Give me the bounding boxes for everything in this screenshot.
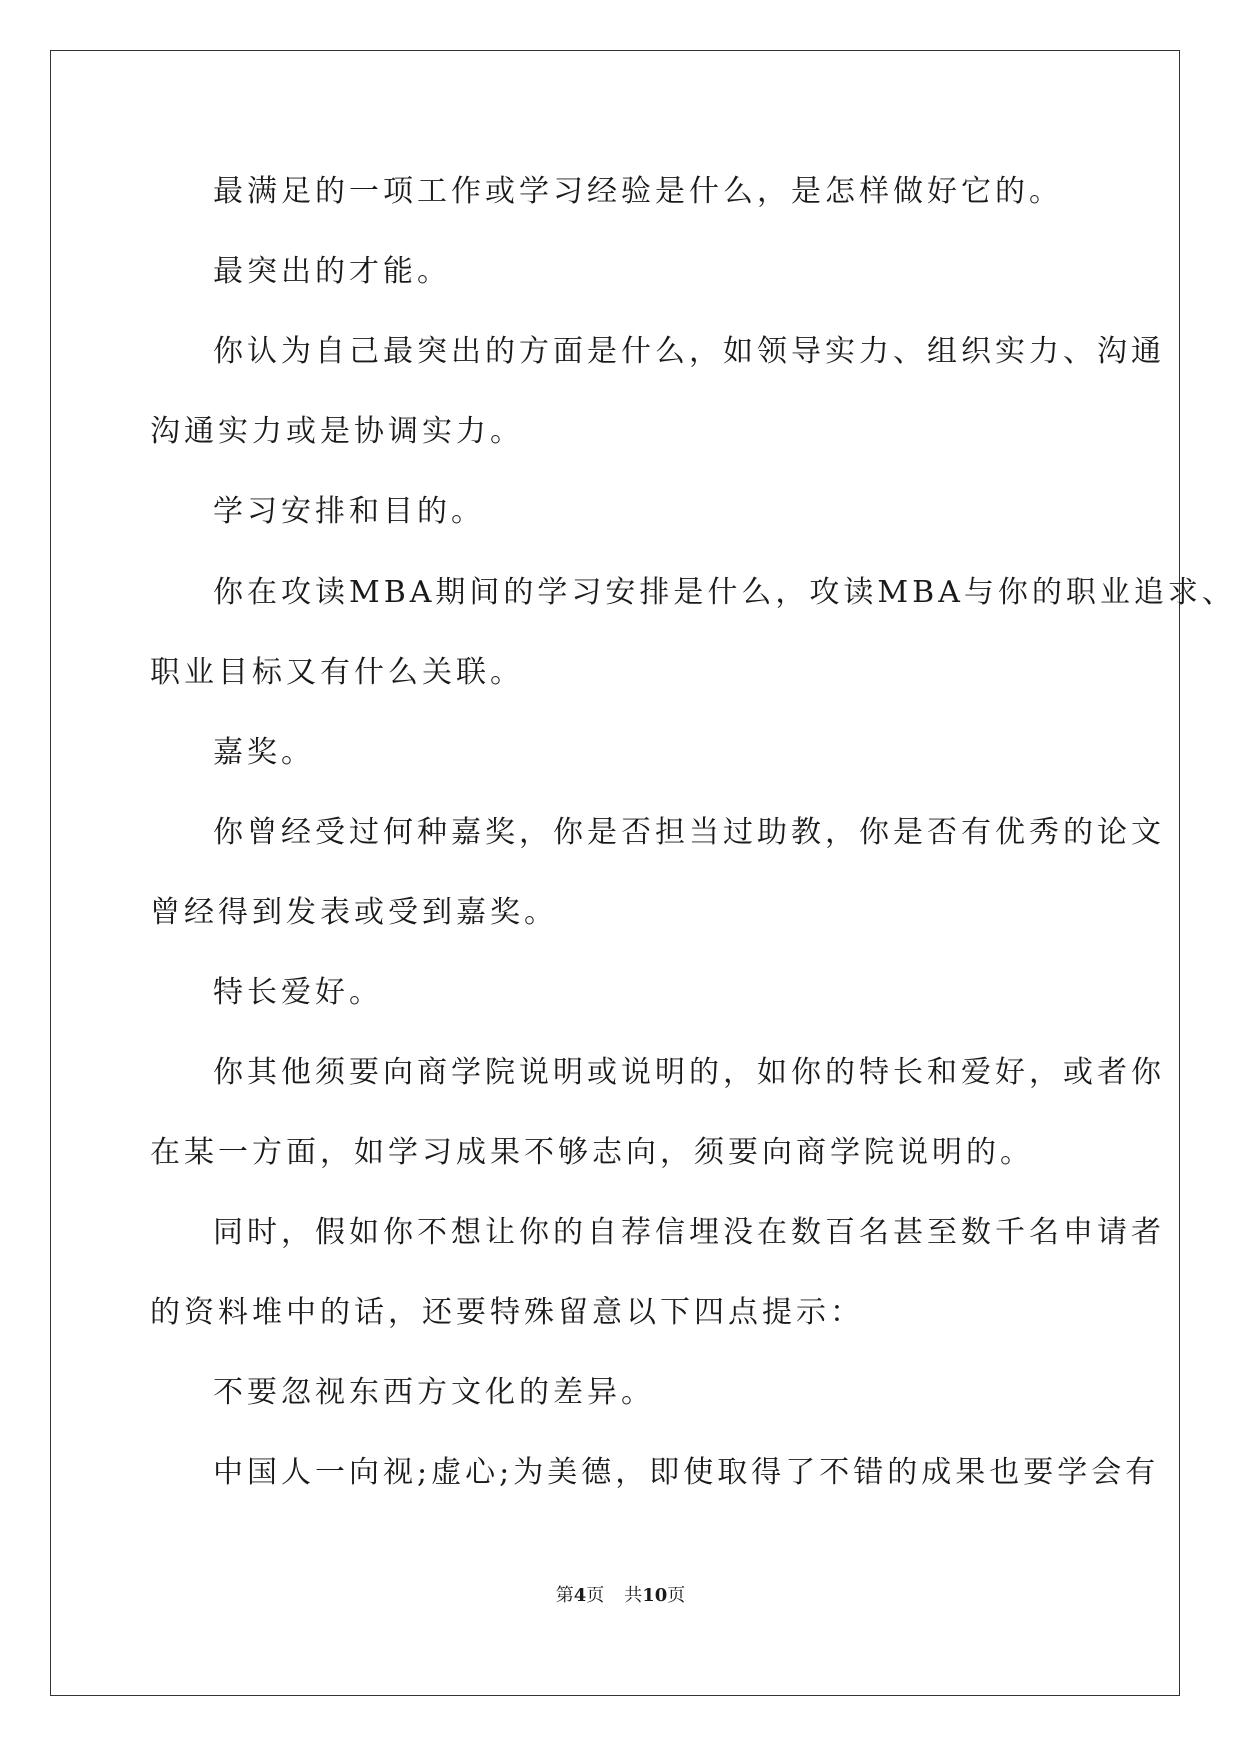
text-line: 在某一方面，如学习成果不够志向，须要向商学院说明的。 <box>150 1135 1034 1170</box>
total-suffix: 页 <box>667 1585 686 1606</box>
text-line: 你曾经受过何种嘉奖，你是否担当过助教，你是否有优秀的论文 <box>213 815 1165 850</box>
text-line: 你在攻读MBA期间的学习安排是什么，攻读MBA与你的职业追求、 <box>213 575 1236 610</box>
text-line: 职业目标又有什么关联。 <box>150 655 524 690</box>
page-footer <box>0 1584 1241 1608</box>
text-line: 同时，假如你不想让你的自荐信埋没在数百名甚至数千名申请者 <box>213 1215 1165 1250</box>
page-suffix: 页 <box>586 1585 605 1606</box>
text-line: 学习安排和目的。 <box>213 494 485 529</box>
text-line: 的资料堆中的话，还要特殊留意以下四点提示： <box>150 1295 864 1330</box>
text-line: 嘉奖。 <box>213 735 315 770</box>
total-prefix: 共 <box>624 1585 643 1606</box>
text-line: 最满足的一项工作或学习经验是什么，是怎样做好它的。 <box>213 174 1063 209</box>
text-line: 你认为自己最突出的方面是什么，如领导实力、组织实力、沟通 <box>213 334 1165 369</box>
text-line: 不要忽视东西方文化的差异。 <box>213 1375 655 1410</box>
page-border <box>50 50 1180 1696</box>
page-prefix: 第 <box>555 1585 574 1606</box>
page-number: 4 <box>573 1585 587 1606</box>
text-line: 沟通实力或是协调实力。 <box>150 414 524 449</box>
text-line: 特长爱好。 <box>213 975 383 1010</box>
text-line: 你其他须要向商学院说明或说明的，如你的特长和爱好，或者你 <box>213 1055 1165 1090</box>
text-line: 曾经得到发表或受到嘉奖。 <box>150 895 558 930</box>
total-pages: 10 <box>642 1585 668 1606</box>
text-line: 中国人一向视;虚心;为美德，即使取得了不错的成果也要学会有 <box>213 1455 1160 1490</box>
text-line: 最突出的才能。 <box>213 254 451 289</box>
